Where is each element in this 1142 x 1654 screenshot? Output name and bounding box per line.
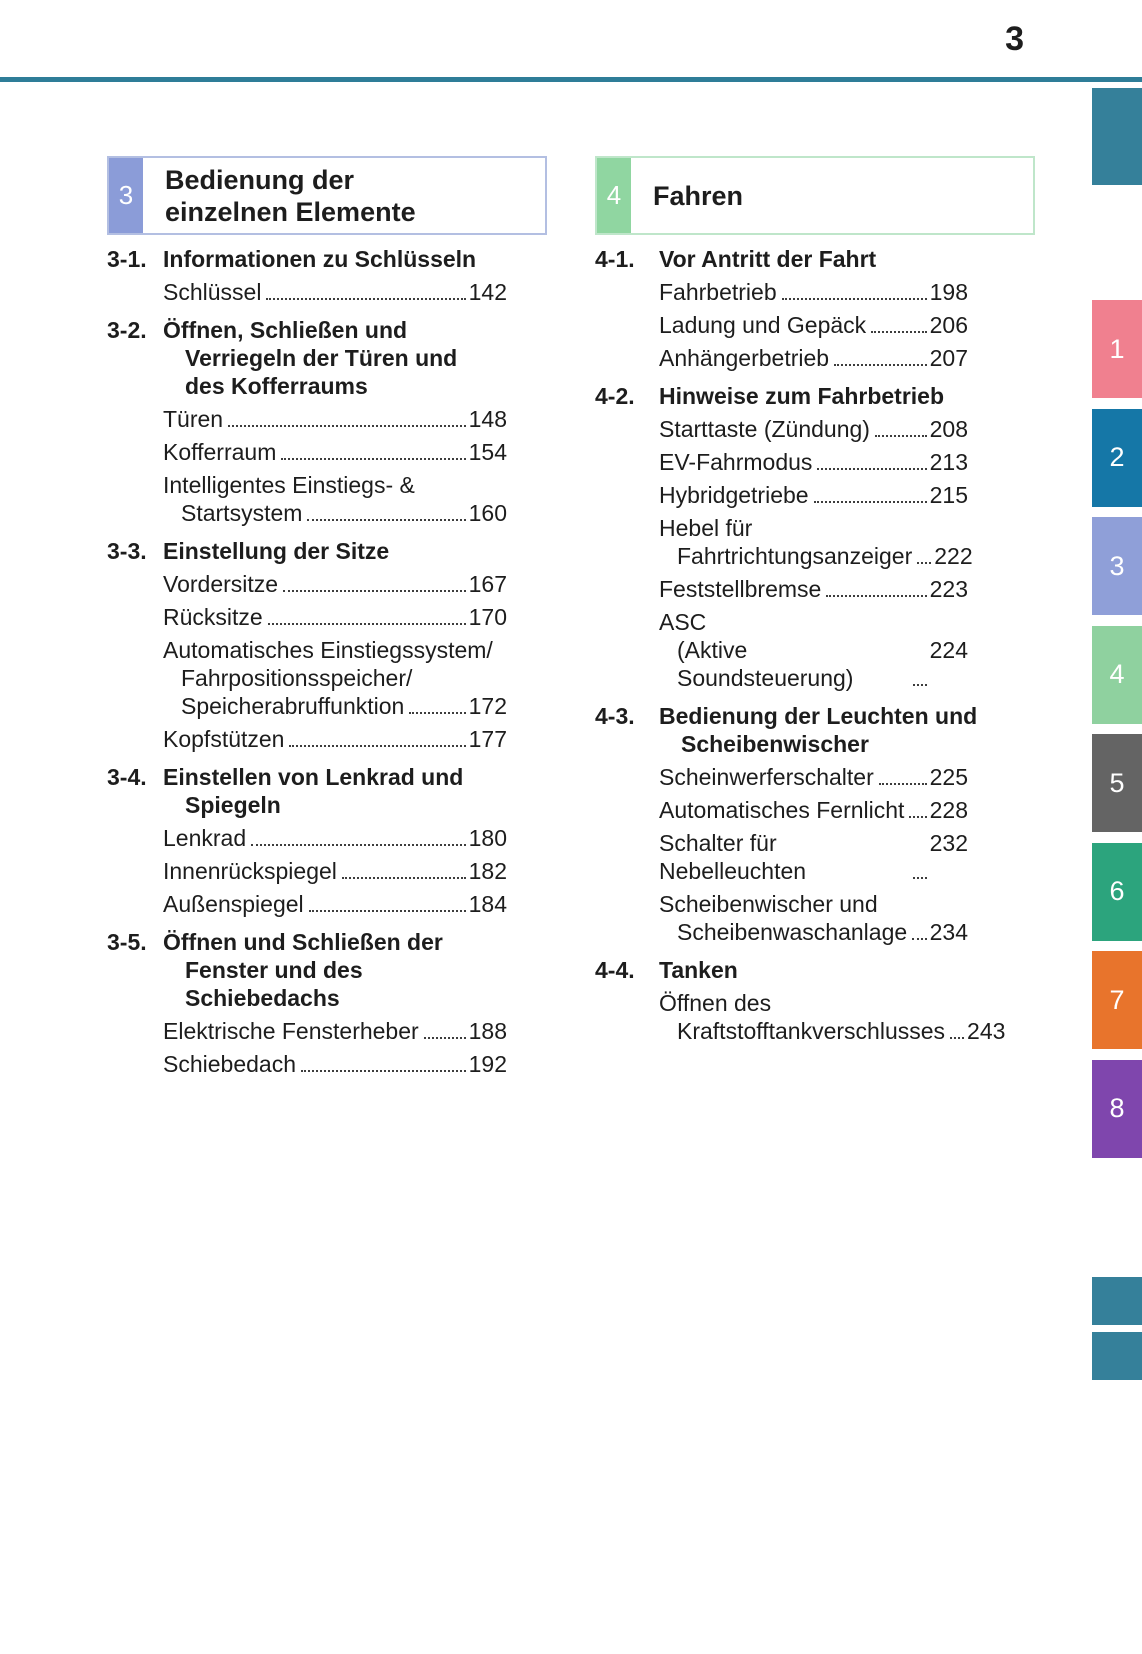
toc-entry-text: Feststellbremse: [659, 576, 822, 602]
dot-leader: [782, 298, 927, 300]
toc-entry[interactable]: [659, 575, 968, 603]
toc-section-heading[interactable]: [595, 245, 1035, 273]
toc-section-heading[interactable]: [107, 537, 547, 565]
toc-entry-last-line: [659, 448, 968, 476]
toc-entry-line: Hebel für: [659, 515, 753, 541]
toc-entry-page-number: 232: [929, 830, 968, 856]
toc-entry-page-number: 177: [468, 726, 507, 752]
toc-entry[interactable]: [659, 829, 968, 885]
toc-entry[interactable]: [659, 311, 968, 339]
toc-entry-page-number: 160: [468, 500, 507, 526]
toc-entry-line: Automatisches Einstiegssystem/: [163, 637, 493, 663]
dot-leader: [228, 425, 466, 427]
toc-entry-last-line: [659, 763, 968, 791]
toc-entry[interactable]: [659, 763, 968, 791]
toc-section-label: 4-4.: [595, 957, 635, 983]
chapter-title-line: einzelnen Elemente: [165, 196, 416, 227]
dot-leader: [912, 938, 926, 940]
toc-entry-page-number: 192: [468, 1051, 507, 1077]
toc-entry[interactable]: [163, 636, 507, 720]
toc-entry-text: Türen: [163, 406, 224, 432]
toc-entry-text: Speicherabruffunktion: [181, 693, 405, 719]
header-rule: [0, 77, 1142, 82]
toc-entry-last-line: [677, 1017, 1006, 1045]
dot-leader: [281, 458, 465, 460]
toc-section-heading[interactable]: [595, 956, 1035, 984]
toc-entry-last-line: [163, 890, 507, 918]
toc-section-label: 4-3.: [595, 703, 635, 729]
toc-entry[interactable]: [163, 1017, 507, 1045]
toc-entry-text: Scheibenwaschanlage: [677, 919, 908, 945]
chapter-number-badge: 3: [109, 158, 143, 233]
toc-entry[interactable]: [163, 824, 507, 852]
toc-entry[interactable]: [163, 1050, 507, 1078]
toc-entry-page-number: 184: [468, 891, 507, 917]
toc-entry-page-number: 234: [929, 919, 968, 945]
side-tab-5[interactable]: 5: [1092, 734, 1142, 832]
toc-section-title-line: Öffnen und Schließen der: [163, 929, 443, 955]
side-tab-unlabeled-top[interactable]: [1092, 88, 1142, 185]
toc-entry-text: Fahrtrichtungsanzeiger: [677, 543, 913, 569]
toc-entry-text: Ladung und Gepäck: [659, 312, 867, 338]
toc-entry-text: Außenspiegel: [163, 891, 304, 917]
toc-entry[interactable]: [163, 725, 507, 753]
chapter-title: [631, 158, 743, 233]
toc-entry-last-line: [163, 1050, 507, 1078]
toc-section-title-line: Fenster und des: [185, 957, 363, 983]
toc-column-chapter-3: [107, 156, 547, 1083]
toc-entry[interactable]: [659, 448, 968, 476]
side-tab-2[interactable]: 2: [1092, 409, 1142, 507]
side-tab-3[interactable]: 3: [1092, 517, 1142, 615]
toc-section-heading[interactable]: [107, 245, 547, 273]
toc-entry-text: Schalter für Nebelleuchten: [659, 830, 807, 884]
toc-entry-text: Hybridgetriebe: [659, 482, 809, 508]
dot-leader: [424, 1037, 466, 1039]
toc-entry-page-number: 228: [929, 797, 968, 823]
toc-section-title-line: Vor Antritt der Fahrt: [659, 246, 877, 272]
dot-leader: [879, 783, 927, 785]
chapter-title: [143, 158, 416, 233]
dot-leader: [913, 877, 927, 879]
toc-entry-line: ASC: [659, 609, 707, 635]
toc-section-heading[interactable]: [107, 316, 547, 400]
toc-entry[interactable]: [163, 890, 507, 918]
toc-section-title: [163, 928, 443, 1012]
toc-entry-line: Scheibenwischer und: [659, 891, 878, 917]
toc-entry-page-number: 142: [468, 279, 507, 305]
toc-entry-last-line: [659, 829, 968, 885]
toc-entry-last-line: [181, 499, 507, 527]
toc-entry[interactable]: [659, 608, 968, 692]
toc-entry-page-number: 208: [929, 416, 968, 442]
toc-entry-text: Fahrbetrieb: [659, 279, 777, 305]
toc-entry[interactable]: [163, 857, 507, 885]
toc-entry-last-line: [163, 278, 507, 306]
toc-section-title: [163, 245, 476, 273]
toc-section-title-line: Öffnen, Schließen und: [163, 317, 408, 343]
dot-leader: [909, 816, 926, 818]
dot-leader: [309, 910, 466, 912]
toc-column-chapter-4: [595, 156, 1035, 1050]
side-tab-unlabeled-bottom-1[interactable]: [1092, 1277, 1142, 1325]
toc-section-title: [163, 537, 389, 565]
toc-entry-last-line: [659, 311, 968, 339]
toc-entry-page-number: 198: [929, 279, 968, 305]
toc-entry-text: Schlüssel: [163, 279, 262, 305]
side-tab-unlabeled-bottom-2[interactable]: [1092, 1332, 1142, 1380]
toc-entry-text: Innenrückspiegel: [163, 858, 337, 884]
toc-entry[interactable]: [163, 278, 507, 306]
toc-section-label: 4-1.: [595, 246, 635, 272]
toc-entry[interactable]: [659, 989, 1006, 1045]
toc-entry-text: Scheinwerferschalter: [659, 764, 874, 790]
side-tab-7[interactable]: 7: [1092, 951, 1142, 1049]
toc-entry[interactable]: [163, 471, 507, 527]
dot-leader: [917, 562, 931, 564]
toc-entry-line: Fahrpositionsspeicher/: [181, 665, 413, 691]
toc-section-title-line: des Kofferraums: [185, 373, 368, 399]
side-tab-6[interactable]: 6: [1092, 843, 1142, 941]
dot-leader: [950, 1037, 964, 1039]
toc-entry-last-line: [677, 636, 968, 692]
toc-entry-last-line: [659, 796, 968, 824]
toc-entry[interactable]: [659, 278, 968, 306]
toc-entry-text: Kopfstützen: [163, 726, 285, 752]
toc-entry[interactable]: [163, 570, 507, 598]
dot-leader: [814, 501, 927, 503]
toc-entry-last-line: [659, 575, 968, 603]
toc-section-title: [163, 316, 457, 400]
toc-entry-page-number: 182: [468, 858, 507, 884]
toc-list: [107, 245, 547, 1078]
toc-section-title: [163, 763, 463, 819]
dot-leader: [301, 1070, 466, 1072]
toc-entry-text: Starttaste (Zündung): [659, 416, 870, 442]
side-tab-1[interactable]: 1: [1092, 300, 1142, 398]
toc-section-title-line: Spiegeln: [185, 792, 281, 818]
dot-leader: [251, 844, 466, 846]
toc-section-title-line: Einstellung der Sitze: [163, 538, 390, 564]
toc-entry-page-number: 180: [468, 825, 507, 851]
toc-entry-page-number: 213: [929, 449, 968, 475]
toc-section-title: [659, 245, 876, 273]
toc-entry-page-number: 154: [468, 439, 507, 465]
toc-section-label: 3-4.: [107, 764, 147, 790]
toc-entry-last-line: [163, 824, 507, 852]
toc-entry-last-line: [163, 603, 507, 631]
toc-section-label: 3-5.: [107, 929, 147, 955]
toc-entry-last-line: [677, 918, 968, 946]
toc-entry[interactable]: [659, 514, 973, 570]
toc-entry-line: Öffnen des: [659, 990, 772, 1016]
toc-entry-page-number: 170: [468, 604, 507, 630]
toc-entry-text: Vordersitze: [163, 571, 279, 597]
toc-entry-text: Anhängerbetrieb: [659, 345, 830, 371]
toc-entry-page-number: 215: [929, 482, 968, 508]
toc-entry-last-line: [659, 481, 968, 509]
dot-leader: [871, 331, 926, 333]
toc-entry-text: (Aktive Soundsteuerung): [677, 637, 854, 691]
toc-entry-last-line: [163, 857, 507, 885]
toc-section-title: [659, 702, 977, 758]
toc-entry-text: Kraftstofftankverschlusses: [677, 1018, 946, 1044]
toc-section-title: [659, 956, 738, 984]
toc-entry[interactable]: [163, 405, 507, 433]
dot-leader: [913, 684, 927, 686]
toc-entry-last-line: [163, 405, 507, 433]
toc-list: [595, 245, 1035, 1045]
toc-entry-last-line: [659, 278, 968, 306]
toc-entry-last-line: [659, 344, 968, 372]
chapter-header: [107, 156, 547, 235]
dot-leader: [817, 468, 926, 470]
toc-entry-last-line: [181, 692, 507, 720]
toc-entry-last-line: [659, 415, 968, 443]
toc-section-title-line: Schiebedachs: [185, 985, 340, 1011]
toc-section-heading[interactable]: [595, 382, 1035, 410]
toc-entry-last-line: [163, 570, 507, 598]
dot-leader: [342, 877, 466, 879]
toc-entry[interactable]: [659, 344, 968, 372]
toc-entry-page-number: 172: [468, 693, 507, 719]
dot-leader: [826, 595, 926, 597]
toc-entry-line: Intelligentes Einstiegs- &: [163, 472, 415, 498]
toc-entry-text: Rücksitze: [163, 604, 263, 630]
toc-entry-last-line: [163, 438, 507, 466]
dot-leader: [283, 590, 466, 592]
toc-entry[interactable]: [659, 796, 968, 824]
toc-entry-page-number: 207: [929, 345, 968, 371]
toc-section-label: 3-1.: [107, 246, 147, 272]
dot-leader: [268, 623, 466, 625]
toc-section-title-line: Informationen zu Schlüsseln: [163, 246, 477, 272]
toc-entry-page-number: 167: [468, 571, 507, 597]
toc-entry-page-number: 222: [934, 543, 973, 569]
toc-section-heading[interactable]: [107, 763, 547, 819]
toc-entry-text: EV-Fahrmodus: [659, 449, 813, 475]
chapter-header: [595, 156, 1035, 235]
toc-section-title-line: Scheibenwischer: [681, 731, 869, 757]
toc-entry-last-line: [677, 542, 973, 570]
dot-leader: [834, 364, 927, 366]
toc-entry-text: Automatisches Fernlicht: [659, 797, 905, 823]
toc-entry-text: Kofferraum: [163, 439, 277, 465]
toc-entry-page-number: 224: [929, 637, 968, 663]
toc-entry-page-number: 206: [929, 312, 968, 338]
chapter-title-line: Fahren: [653, 180, 744, 211]
toc-entry-text: Lenkrad: [163, 825, 247, 851]
toc-section-heading[interactable]: [595, 702, 1035, 758]
toc-section-title-line: Bedienung der Leuchten und: [659, 703, 978, 729]
dot-leader: [307, 519, 465, 521]
toc-entry[interactable]: [659, 481, 968, 509]
toc-entry-text: Elektrische Fensterheber: [163, 1018, 419, 1044]
toc-section-label: 3-2.: [107, 317, 147, 343]
dot-leader: [875, 435, 927, 437]
toc-entry-page-number: 188: [468, 1018, 507, 1044]
toc-section-title: [659, 382, 944, 410]
dot-leader: [289, 745, 465, 747]
toc-entry-page-number: 225: [929, 764, 968, 790]
toc-entry-text: Startsystem: [181, 500, 303, 526]
dot-leader: [409, 712, 465, 714]
toc-entry[interactable]: [659, 890, 968, 946]
chapter-title-line: Bedienung der: [165, 164, 355, 195]
toc-entry-text: Schiebedach: [163, 1051, 296, 1077]
toc-section-title-line: Hinweise zum Fahrbetrieb: [659, 383, 945, 409]
side-tab-4[interactable]: 4: [1092, 626, 1142, 724]
toc-entry-last-line: [163, 725, 507, 753]
toc-section-heading[interactable]: [107, 928, 547, 1012]
dot-leader: [266, 298, 465, 300]
toc-entry-page-number: 148: [468, 406, 507, 432]
toc-entry[interactable]: [659, 415, 968, 443]
toc-section-title-line: Einstellen von Lenkrad und: [163, 764, 464, 790]
toc-entry-page-number: 243: [967, 1018, 1006, 1044]
page-number: 3: [1005, 20, 1024, 58]
toc-entry-page-number: 223: [929, 576, 968, 602]
toc-entry[interactable]: [163, 438, 507, 466]
toc-section-label: 4-2.: [595, 383, 635, 409]
toc-section-title-line: Verriegeln der Türen und: [185, 345, 458, 371]
chapter-number-badge: 4: [597, 158, 631, 233]
toc-section-label: 3-3.: [107, 538, 147, 564]
toc-entry-last-line: [163, 1017, 507, 1045]
side-tab-8[interactable]: 8: [1092, 1060, 1142, 1158]
toc-entry[interactable]: [163, 603, 507, 631]
toc-section-title-line: Tanken: [659, 957, 738, 983]
